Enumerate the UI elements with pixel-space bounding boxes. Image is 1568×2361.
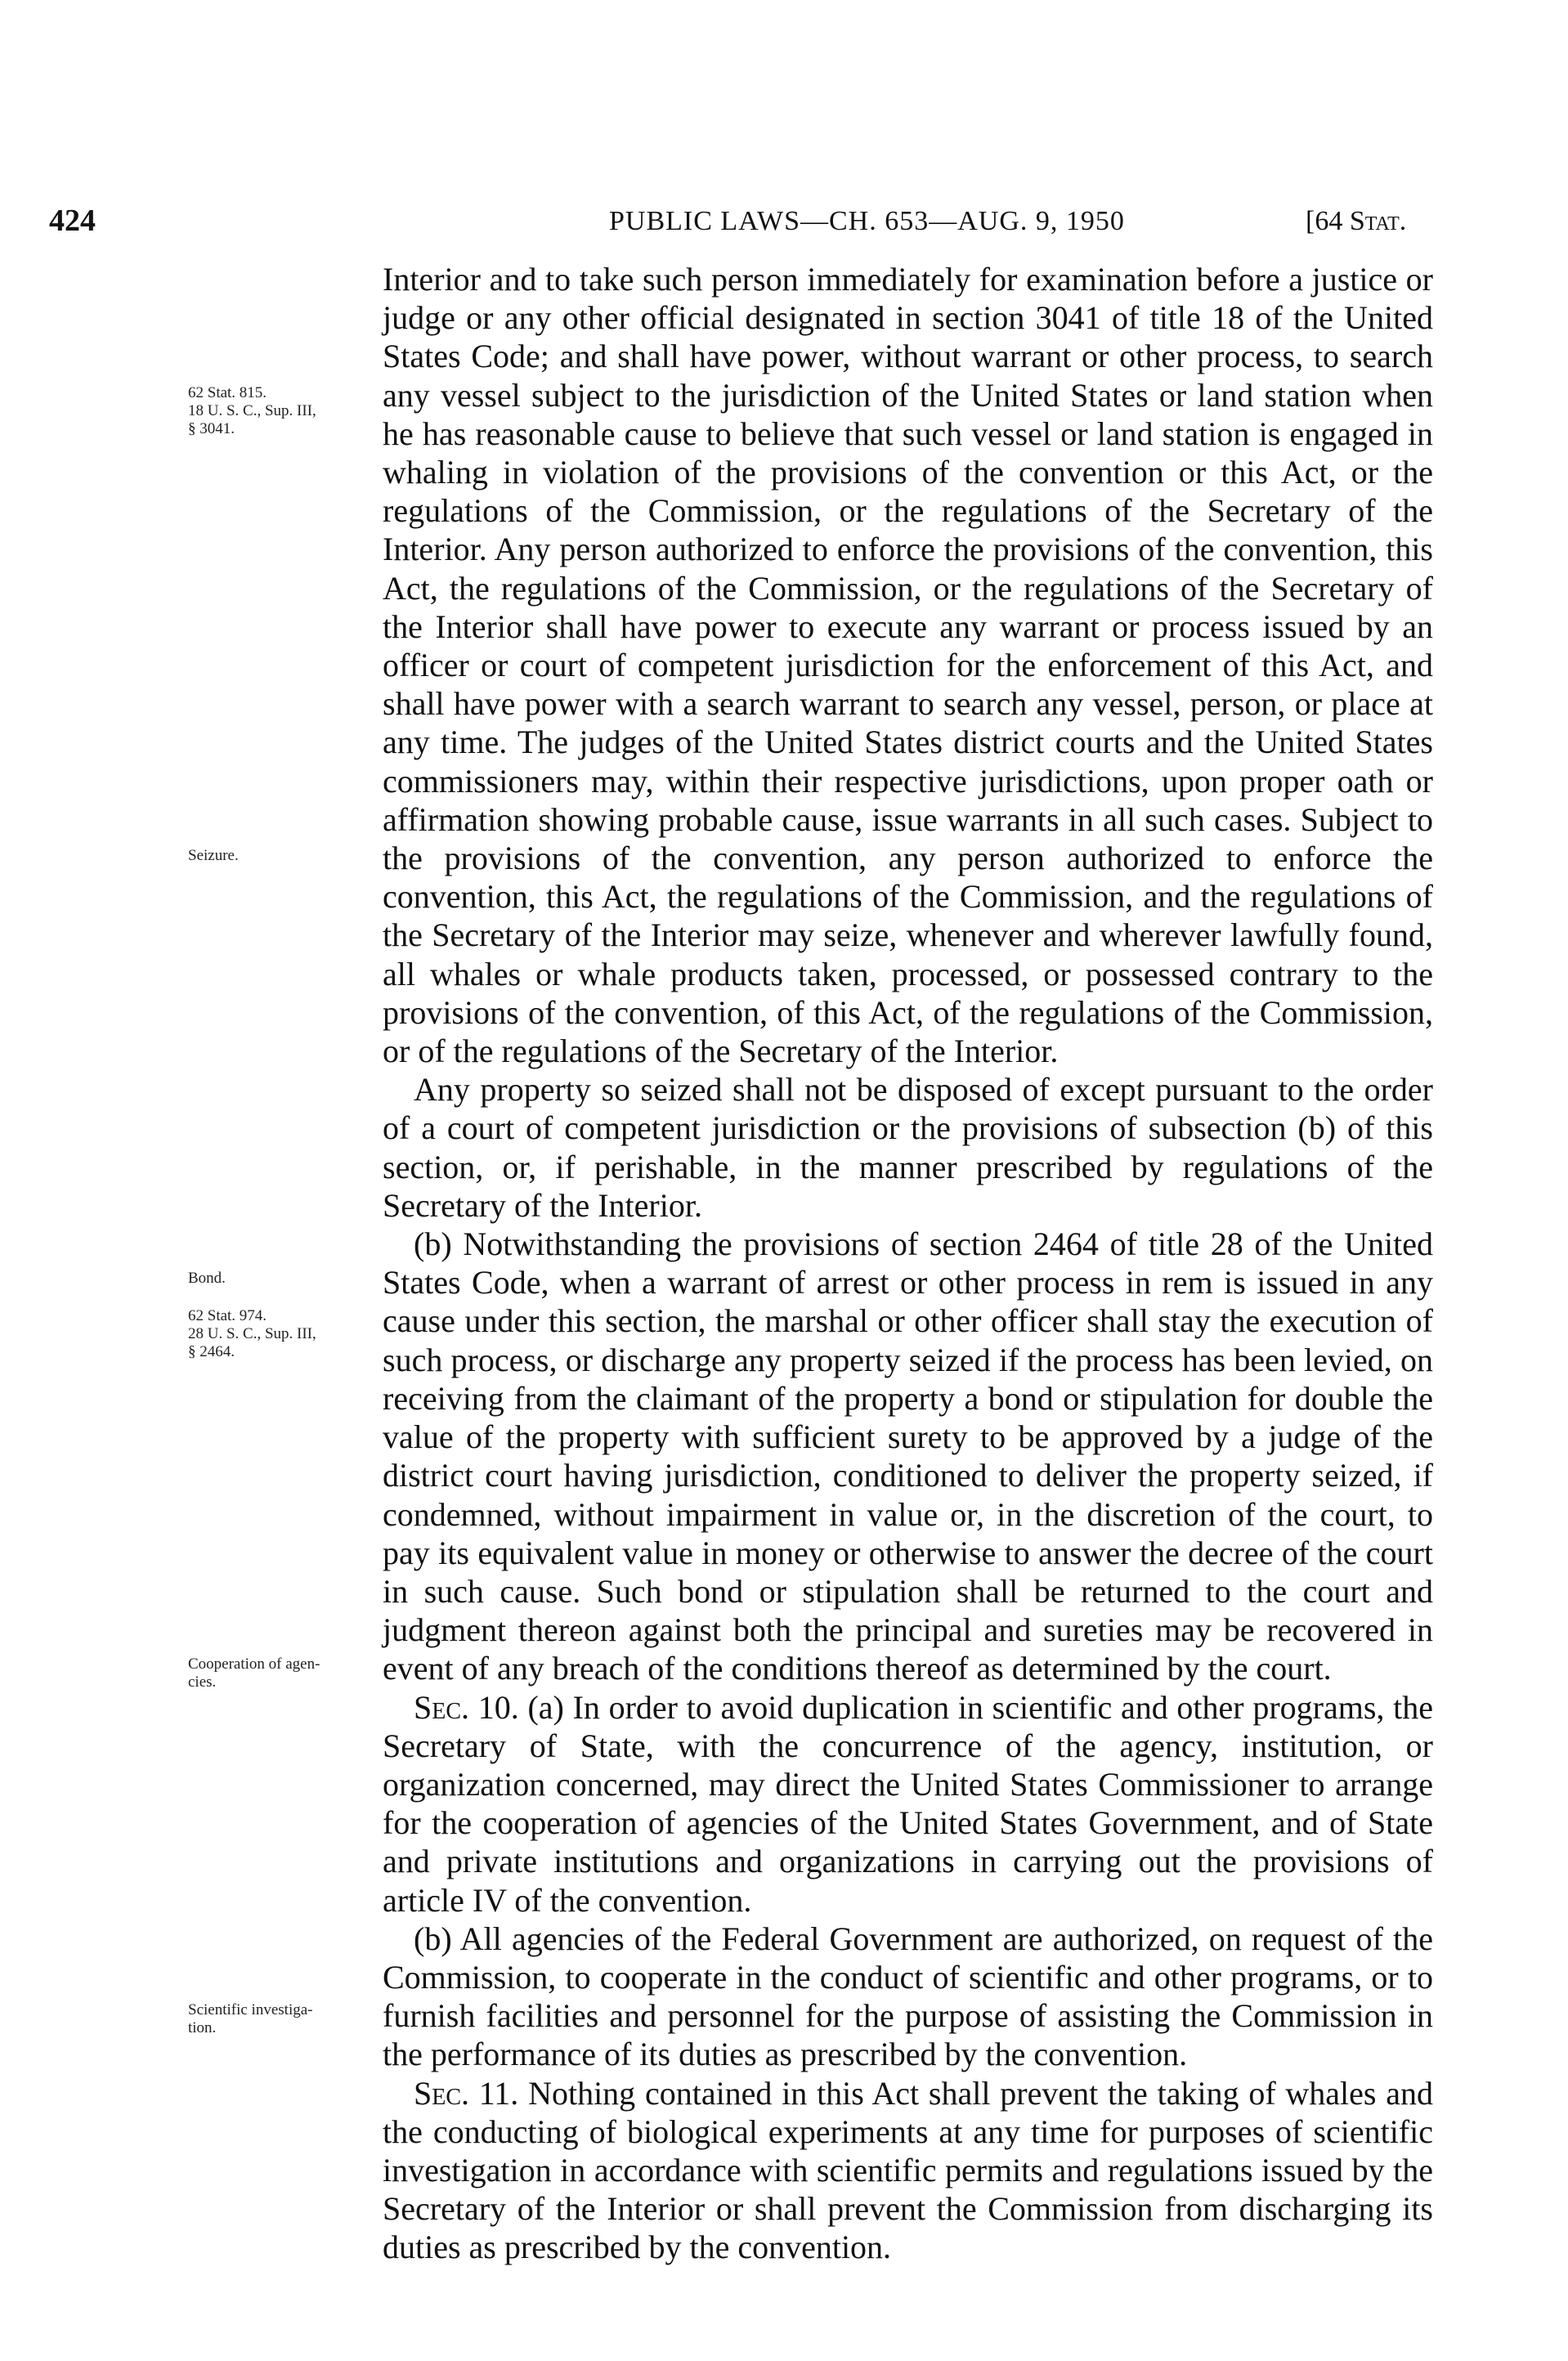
margin-line: § 2464.	[188, 1343, 235, 1360]
margin-note-bond	[188, 1270, 384, 1288]
page-number: 424	[49, 204, 96, 238]
volume-reference	[1306, 206, 1406, 237]
margin-note-scientific	[188, 2001, 384, 2037]
margin-line: Seizure.	[188, 847, 239, 864]
margin-line: Scientific investiga-	[188, 2001, 313, 2018]
margin-line: Cooperation of agen-	[188, 1655, 320, 1673]
section-text: 10. (a) In order to avoid duplication in scientific and other programs, the Secretary of State, with the concurrence of the agency, institution, or organization concerned, may direct the United States Commissioner to arrange for the cooperation of agencies of the United States Government, and of State and private institutions and organizations in carrying out the provisions of article IV of the convention.	[383, 1688, 1433, 1919]
page-header	[0, 203, 1568, 244]
paragraph-enforcement: Interior and to take such person immediately for examination before a justice or judge or any other official designated in section 3041 of title 18 of the United States Code; and shall have power, without warrant or other process, to search any vessel subject to the jurisdiction of the United States or land station when he has reasonable cause to believe that such vessel or land station is engaged in whaling in violation of the provisions of the convention or this Act, or the regulations of the Commission, or the regulations of the Secretary of the Interior. Any person authorized to enforce the provisions of the convention, this Act, the regulations of the Commission, or the regulations of the Secretary of the Interior shall have power to execute any warrant or process issued by an officer or court of competent jurisdiction for the enforcement of this Act, and shall have power with a search warrant to search any vessel, person, or place at any time. The judges of the United States district courts and the United States commissioners may, within their respective jurisdictions, upon proper oath or affirmation showing probable cause, issue warrants in all such cases. Subject to the provisions of the convention, any person authorized to enforce the convention, this Act, the regulations of the Commission, and the regulations of the Secretary of the Interior may seize, whenever and wherever lawfully found, all whales or whale products taken, processed, or possessed contrary to the provisions of the convention, of this Act, of the regulations of the Commission, or of the regulations of the Secretary of the Interior.	[383, 261, 1433, 1070]
running-head: PUBLIC LAWS—CH. 653—AUG. 9, 1950	[609, 206, 1125, 236]
margin-line: 18 U. S. C., Sup. III,	[188, 402, 316, 419]
paragraph-bond: (b) Notwithstanding the provisions of section 2464 of title 28 of the United States Code, when a warrant of arrest or other process in rem is issued in any cause under this section, the marshal or other officer shall stay the execution of such process, or discharge any property seized if the process has been levied, on receiving from the claimant of the property a bond or stipulation for double the value of the property with sufficient surety to be approved by a judge of the district court having jurisdiction, conditioned to deliver the property seized, if condemned, without impairment in value or, in the discretion of the court, to pay its equivalent value in money or otherwise to answer the decree of the court in such cause. Such bond or stipulation shall be returned to the court and judgment thereon against both the principal and sureties may be recovered in event of any breach of the conditions thereof as determined by the court.	[383, 1225, 1433, 1687]
margin-note-cooperation	[188, 1655, 384, 1691]
paragraph-section-10a	[383, 1688, 1433, 1920]
margin-line: 28 U. S. C., Sup. III,	[188, 1325, 316, 1342]
paragraph-section-11	[383, 2074, 1433, 2267]
margin-line: tion.	[188, 2019, 217, 2036]
margin-line: cies.	[188, 1673, 217, 1691]
paragraph-seized-property: Any property so seized shall not be disposed of except pursuant to the order of a court of competent jurisdiction or the provisions of subsection (b) of this section, or, if perishable, in the manner prescribed by regulations of the Secretary of the Interior.	[383, 1071, 1433, 1224]
margin-line: 62 Stat. 974.	[188, 1307, 267, 1324]
margin-citation-stat-974	[188, 1307, 384, 1361]
margin-line: 62 Stat. 815.	[188, 384, 267, 401]
section-text: 11. Nothing contained in this Act shall prevent the taking of whales and the conducting of biological experiments at any time for purposes of scientific investigation in accordance with scientific permits and regulations issued by the Secretary of the Interior or shall prevent the Commission from discharging its duties as prescribed by the convention.	[383, 2074, 1433, 2266]
volume-ref-stat: Stat.	[1349, 206, 1407, 236]
margin-note-seizure	[188, 847, 384, 865]
paragraph-section-10b: (b) All agencies of the Federal Government are authorized, on request of the Commission, to cooperate in the conduct of scientific and other programs, or to furnish facilities and personnel for the purpose of assisting the Commission in the performance of its duties as prescribed by the convention.	[383, 1920, 1433, 2073]
margin-line: Bond.	[188, 1270, 226, 1287]
section-label: Sec.	[414, 2074, 470, 2112]
margin-citation-stat-815	[188, 384, 384, 438]
margin-line: § 3041.	[188, 420, 235, 437]
section-label: Sec.	[414, 1688, 470, 1726]
statute-body	[383, 260, 1433, 2267]
volume-ref-bracket: [64	[1306, 206, 1350, 236]
